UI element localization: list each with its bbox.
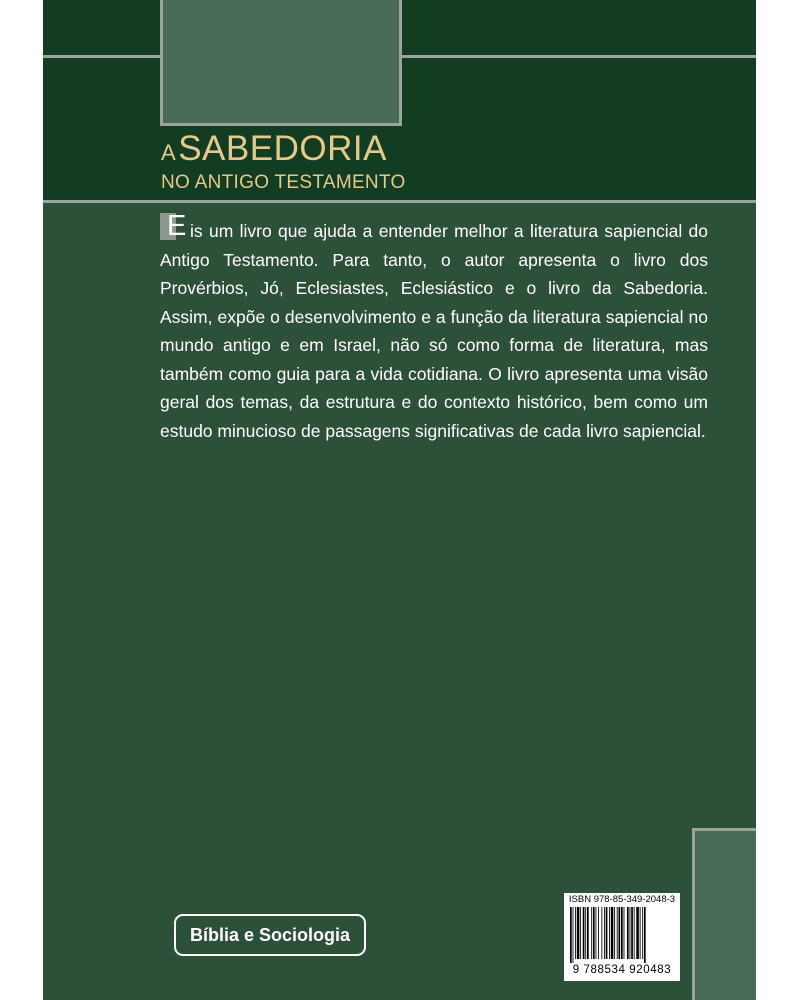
title-block (161, 130, 406, 194)
barcode-bar (587, 907, 589, 959)
barcode-bar (614, 907, 615, 959)
barcode-bar (627, 907, 629, 959)
book-title (161, 130, 406, 172)
barcode-bar (621, 907, 623, 959)
barcode-bar (642, 907, 643, 959)
barcode-bar (636, 907, 639, 959)
barcode-bar (617, 907, 618, 959)
decorative-square-corner (692, 828, 756, 1000)
book-title-article: A (161, 140, 177, 165)
barcode-bar (575, 907, 576, 959)
barcode-bar (604, 907, 605, 959)
isbn-label: ISBN 978-85-349-2048-3 (568, 894, 676, 905)
book-subtitle: NO ANTIGO TESTAMENTO (161, 172, 406, 193)
barcode-bar (591, 907, 592, 959)
barcode-bar (618, 907, 620, 959)
barcode-bar (598, 907, 599, 959)
barcode-bar (596, 907, 597, 959)
decorative-square-top (160, 0, 402, 126)
barcode-bar (634, 907, 635, 959)
band-rule-bottom (43, 200, 756, 203)
description-text: is um livro que ajuda a entender melhor a literatura sapiencial do Antigo Testamento. Para tanto, o autor apresenta o livro dos Provérbios, Jó, Eclesiastes, Eclesiástico e o livro da Sabedoria. Assim, expõe o desenvolvimento e a função da literatura sapiencial no mundo antigo e em Israel, não só como forma de literatura, mas também como guia para a vida cotidiana. O livro apresenta uma visão geral dos temas, da estrutura e do contexto histórico, bem como um estudo minucioso de passagens significativas de cada livro sapiencial. (160, 221, 708, 441)
barcode-bar (593, 907, 595, 959)
barcode-bar (640, 907, 641, 959)
barcode-bar (611, 907, 614, 959)
barcode-bar (580, 907, 581, 959)
isbn-digits: 9 788534 920483 (572, 964, 672, 976)
drop-cap-letter: E (167, 210, 187, 242)
barcode-bar (606, 907, 608, 959)
barcode (564, 893, 680, 981)
barcode-bar (601, 907, 602, 959)
book-title-word: SABEDORIA (178, 129, 387, 168)
barcode-bar (570, 907, 572, 963)
barcode-bar (573, 907, 574, 963)
drop-cap (160, 210, 187, 242)
barcode-bar (630, 907, 631, 959)
barcode-bars (570, 907, 674, 963)
series-label: Bíblia e Sociologia (189, 924, 351, 945)
back-cover (43, 0, 756, 1000)
barcode-bar (583, 907, 585, 959)
barcode-bar (585, 907, 586, 959)
barcode-bar (631, 907, 633, 959)
barcode-bar (577, 907, 580, 959)
barcode-bar (624, 907, 625, 959)
barcode-bar (609, 907, 610, 959)
barcode-bar (644, 907, 646, 963)
series-badge (174, 914, 366, 956)
description-paragraph (160, 210, 708, 445)
